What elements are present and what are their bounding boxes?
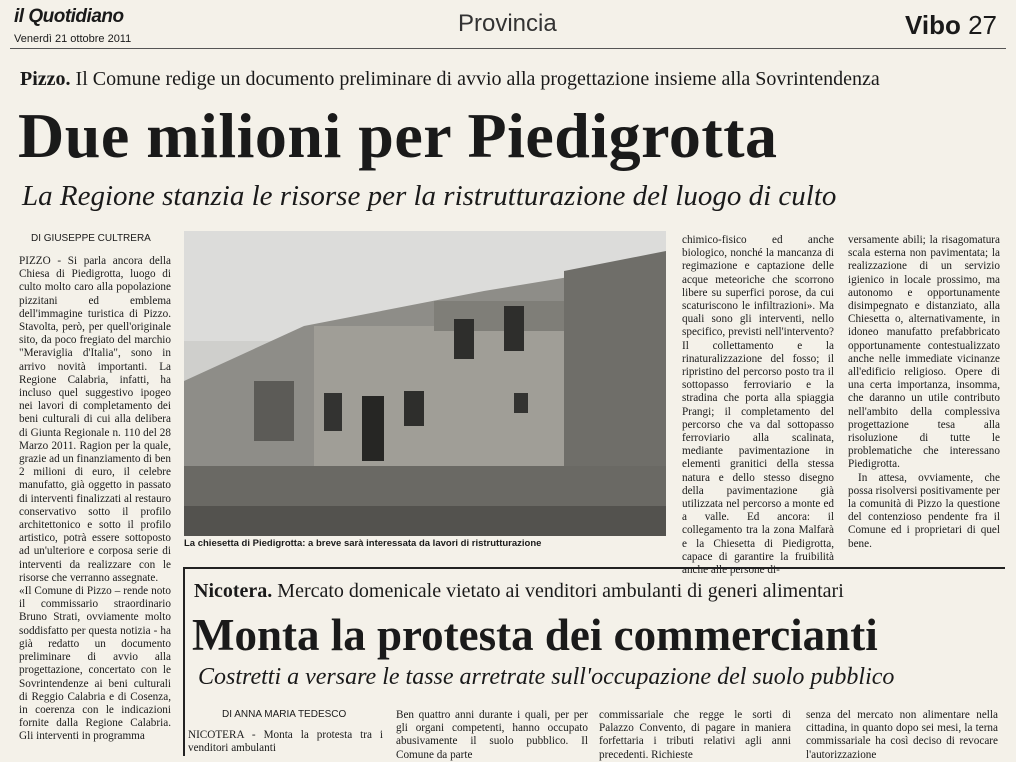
article1-column-1 xyxy=(19,255,171,754)
article1-paragraph: chimico-fisico ed anche biologico, nonché la mancanza di regimazione e captazione delle acque meteoriche che scorrono libere su superfici porose, da cui scaturiscono le infiltrazioni». Ma quali sono gli interventi, nello specifico, previsti nell'intervento? Il collettamento e la rinaturalizzazione del fosso; il ripristino del percorso posto tra il sottopasso ferroviario e la stradina che porta alla spiaggia Prangi; il completamento del percorso che va dal sottopasso ferroviario alla scalinata, mediante pavimentazione in elementi granitici della stessa natura e dello stesso disegno della pavimentazione già utilizzata nel percorso a monte ed a valle. Ed ancora: il collegamento tra la zona Malfarà e la Chiesetta di Piedigrotta, capace di garantire la fruibilità anche alle persone di- xyxy=(682,234,834,577)
page-city-number xyxy=(905,10,997,41)
section-title: Provincia xyxy=(458,10,557,37)
article2-column-2: Ben quattro anni durante i quali, per per gli organi competenti, hanno occupato abusivamente il suolo pubblico. Il Comune da parte xyxy=(396,709,588,761)
article2-byline: DI ANNA MARIA TEDESCO xyxy=(222,709,347,720)
article1-kicker-text: Il Comune redige un documento preliminare di avvio alla progettazione insieme alla Sovrintendenza xyxy=(75,68,880,90)
city-name: Vibo xyxy=(905,10,961,40)
article2-kicker-text: Mercato domenicale vietato ai venditori ambulanti di generi alimentari xyxy=(277,580,844,602)
church-photo-image xyxy=(184,231,666,536)
article1-paragraph: In attesa, ovviamente, che possa risolversi positivamente per la comunità di Pizzo la questione del contenzioso pendente fra il Comune ed i proprietari di quel bene. xyxy=(848,471,1000,550)
masthead-logo: il Quotidiano xyxy=(14,6,124,27)
photo-caption: La chiesetta di Piedigrotta: a breve sarà interessata da lavori di ristrutturazione xyxy=(184,538,542,549)
article1-column-3 xyxy=(682,234,834,577)
article1-paragraph: versamente abili; la risagomatura scala esterna non pavimentata; la realizzazione di un servizio igienico in locale prossimo, ma autonomo e opportunamente disimpegnato e distanziato, alla Chiesetta o, alternativamente, in idoneo manufatto prefabbricato opportunamente contestualizzato anche nelle immediate vicinanze all'edificio religioso. Opere di una certa importanza, insomma, che daranno un utile contributo nell'ambito della complessiva progettazione tesa alla risoluzione di tutte le problematiche che interessano Piedigrotta. xyxy=(848,234,1000,471)
article1-headline: Due milioni per Piedigrotta xyxy=(18,100,778,171)
church-photo xyxy=(184,231,666,536)
article1-kicker-place: Pizzo. xyxy=(20,68,71,90)
article2-kicker xyxy=(194,580,999,603)
article2-column-1: NICOTERA - Monta la protesta tra i venditori ambulanti xyxy=(188,729,383,755)
article2-column-3: commissariale che regge le sorti di Palazzo Convento, di pagare in maniera forfettaria i tributi relativi agli anni precedenti. Richieste xyxy=(599,709,791,761)
page-number: 27 xyxy=(968,10,998,40)
article2-kicker-place: Nicotera. xyxy=(194,580,273,602)
article1-byline: DI GIUSEPPE CULTRERA xyxy=(31,233,151,244)
article1-subhead: La Regione stanzia le risorse per la ristrutturazione del luogo di culto xyxy=(22,180,837,212)
article1-column-4 xyxy=(848,234,1000,554)
header-divider xyxy=(10,48,1006,49)
article2-subhead: Costretti a versare le tasse arretrate sull'occupazione del suolo pubblico xyxy=(198,664,895,690)
article1-paragraph: PIZZO - Si parla ancora della Chiesa di Piedigrotta, luogo di culto molto caro alla popolazione pizzitani ed emblema dell'immagine turistica di Pizzo. Stavolta, però, per quell'originale sito, da poco fregiato del marchio "Meraviglia d'Italia", sono in arrivo novità importanti. La Regione Calabria, infatti, ha incluso quel suggestivo ipogeo nei lavori di completamento dei beni culturali di cui alla delibera di Giunta Regionale n. 110 del 28 Marzo 2011. Ragion per la quale, grazie ad un finanziamento di ben 2 milioni di euro, il celebre manufatto, già oggetto in passato di interventi finalizzati al restauro conservativo sotto il profilo architettonico e sotto il profilo artistico, potrà essere sottoposto ad un'ulteriore e corposa serie di interventi da realizzare con le risorse che verranno assegnate. xyxy=(19,255,171,584)
issue-date: Venerdì 21 ottobre 2011 xyxy=(14,33,132,45)
article1-kicker xyxy=(20,68,1000,91)
article2-headline: Monta la protesta dei commercianti xyxy=(192,610,878,660)
article1-paragraph: «Il Comune di Pizzo – rende noto il commissario straordinario Bruno Strati, ovviamente molto soddisfatto per questa notizia - ha già redatto un documento preliminare di avvio alla progettazione, concertato con le Sovrintendenze ai beni culturali di Reggio Calabria e di Cosenza, in coerenza con le indicazioni fornite dalla Regione Calabria. Gli interventi in programma xyxy=(19,585,171,743)
article2-column-4: senza del mercato non alimentare nella cittadina, in quanto dopo sei mesi, la terna commissariale ha così deciso di revocare l'autorizzazione xyxy=(806,709,998,761)
